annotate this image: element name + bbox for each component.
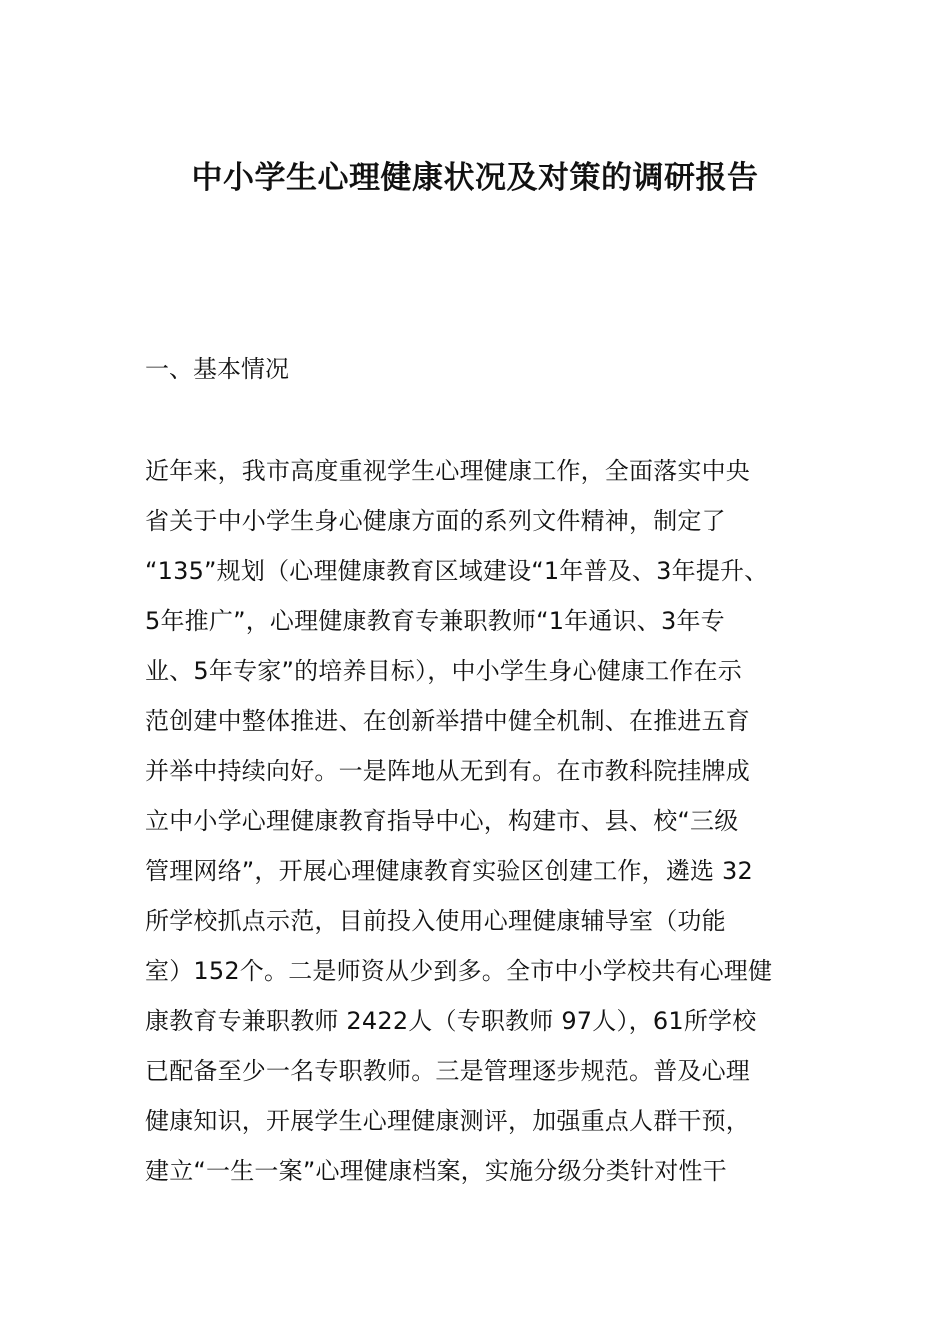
paragraph-line: 范创建中整体推进、在创新举措中健全机制、在推进五育 bbox=[145, 707, 750, 735]
paragraph-line: 所学校抓点示范，目前投入使用心理健康辅导室（功能 bbox=[145, 907, 726, 935]
document-title: 中小学生心理健康状况及对策的调研报告 bbox=[191, 160, 759, 196]
paragraph-line: 室）152个。二是师资从少到多。全市中小学校共有心理健 bbox=[145, 957, 773, 985]
paragraph-line: 业、5年专家”的培养目标），中小学生身心健康工作在示 bbox=[145, 657, 742, 685]
section-heading: 一、基本情况 bbox=[145, 355, 289, 383]
paragraph-line: 省关于中小学生身心健康方面的系列文件精神，制定了 bbox=[145, 507, 726, 535]
paragraph-line: 管理网络”，开展心理健康教育实验区创建工作，遴选 32 bbox=[145, 857, 753, 885]
paragraph-line: 立中小学心理健康教育指导中心，构建市、县、校“三级 bbox=[145, 807, 739, 835]
paragraph-line: 已配备至少一名专职教师。三是管理逐步规范。普及心理 bbox=[145, 1057, 750, 1085]
body-paragraph bbox=[145, 446, 825, 1196]
paragraph-line: 5年推广”，心理健康教育专兼职教师“1年通识、3年专 bbox=[145, 607, 725, 635]
paragraph-line: 健康知识，开展学生心理健康测评，加强重点人群干预， bbox=[145, 1107, 750, 1135]
paragraph-line: 康教育专兼职教师 2422人（专职教师 97人），61所学校 bbox=[145, 1007, 757, 1035]
paragraph-line: “135”规划（心理健康教育区域建设“1年普及、3年提升、 bbox=[145, 557, 769, 585]
paragraph-line: 近年来，我市高度重视学生心理健康工作，全面落实中央 bbox=[145, 457, 750, 485]
paragraph-line: 建立“一生一案”心理健康档案，实施分级分类针对性干 bbox=[145, 1157, 727, 1185]
paragraph-line: 并举中持续向好。一是阵地从无到有。在市教科院挂牌成 bbox=[145, 757, 750, 785]
